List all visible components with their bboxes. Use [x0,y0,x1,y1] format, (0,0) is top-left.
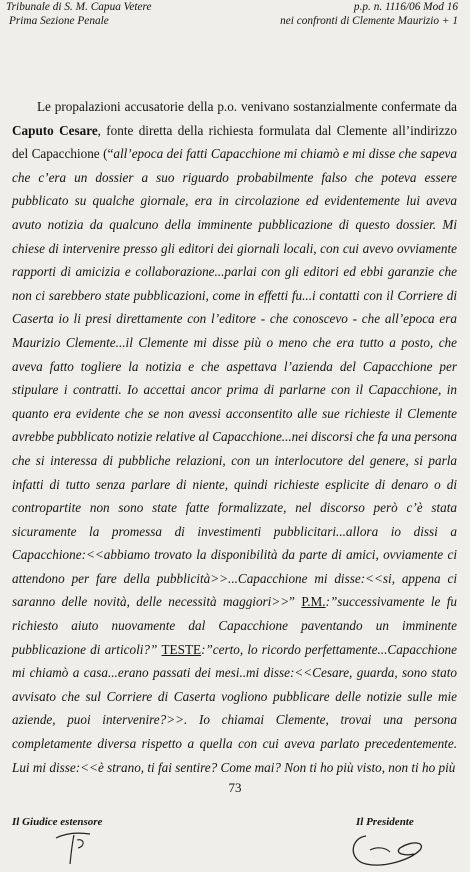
president-signature [346,826,436,872]
teste-answer: :”certo, lo ricordo perfettamente...Capacchione mi chiamò a casa...erano passati dei mesi..mi disse:<<Cesare, guarda, sono stato avvisato che sul Corriere di Caserta vogliono pubblicare delle notizie sulle mie aziende, puoi intervenire?>>. Io chiamai Clemente, trovai una persona completamente diversa rispetto a quella con cui aveva parlato precedentemente. Lui mi disse:<<è strano, ti fai sentire? Come mai? Non ti ho più visto, non ti ho più [12,641,457,775]
testimony-quote: all’epoca dei fatti Capacchione mi chiamò e mi disse che sapeva che c’era un dossier a suo riguardo probabilmente falso che poteva essere pubblicato su qualche giornale, era in circolazione ed evidentemente lui aveva avuto notizia da qualcuno della imminente pubblicazione di questo dossier. Mi chiese di intervenire presso gli editori dei giornali locali, con cui avevo ovviamente rapporti di amicizia e collaborazione...parlai con gli editori ed ebbi garanzie che non ci sarebbero state pubblicazioni, come in effetti fu...i contatti con il Corriere di Caserta io li presi direttamente con l’editore - che conoscevo - che all’epoca era Maurizio Clemente...il Clemente mi disse più o meno che era tutto a posto, che aveva fatto togliere la notizia e che aspettava l’azienda del Capacchione per stipulare i contratti. Io accettai ancor prima di parlarne con il Capacchione, in quanto era evidente che se non avessi acconsentito alle sue richieste il Clemente avrebbe pubblicato notizie relative al Capacchione...nei discorsi che fa una persona che si interessa di pubbliche relazioni, con un interlocutore del genere, si parla infatti di tutto senza parlare di niente, quindi richieste esplicite di denaro o di contropartite non sono state fatte formalizzate, nel discorso però c’è stata sicuramente la promessa di investimenti pubblicitari...allora io dissi a Capacchione:<<abbiamo trovato la disponibilità da parte di amici, ovviamente ci attendono per fare della pubblicità>>...Capacchione mi disse:<<si, appena ci saranno delle novità, delle necessità maggiori>> [12,146,457,610]
pm-label: P.M. [301,594,326,610]
pm-question: :”successivamente le fu richiesto aiuto nuovamente dal Capacchione paventando un imminente pubblicazione di articoli?” [12,594,457,657]
paragraph-intro: Le propalazioni accusatorie della p.o. venivano sostanzialmente confermate da [37,99,457,114]
page-number: 73 [228,780,242,795]
teste-label: TESTE [161,641,202,657]
judge-signature [50,828,100,868]
court-header [6,0,152,28]
case-parties: nei confronti di Clemente Maurizio + 1 [280,15,458,27]
court-section: Prima Sezione Penale [9,15,109,27]
case-number: p.p. n. 1116/06 Mod 16 [353,1,458,13]
president-label: Il Presidente [356,816,414,828]
paragraph-context: , fonte diretta della richiesta formulata dal Clemente all’indirizzo del Capacchione (“ [12,122,457,162]
case-header [280,0,458,28]
witness-name: Caputo Cesare [12,122,98,138]
quote-close: ” [289,594,302,610]
court-name: Tribunale di S. M. Capua Vetere [6,1,152,13]
judge-label: Il Giudice estensore [12,816,103,828]
main-paragraph [12,95,457,779]
